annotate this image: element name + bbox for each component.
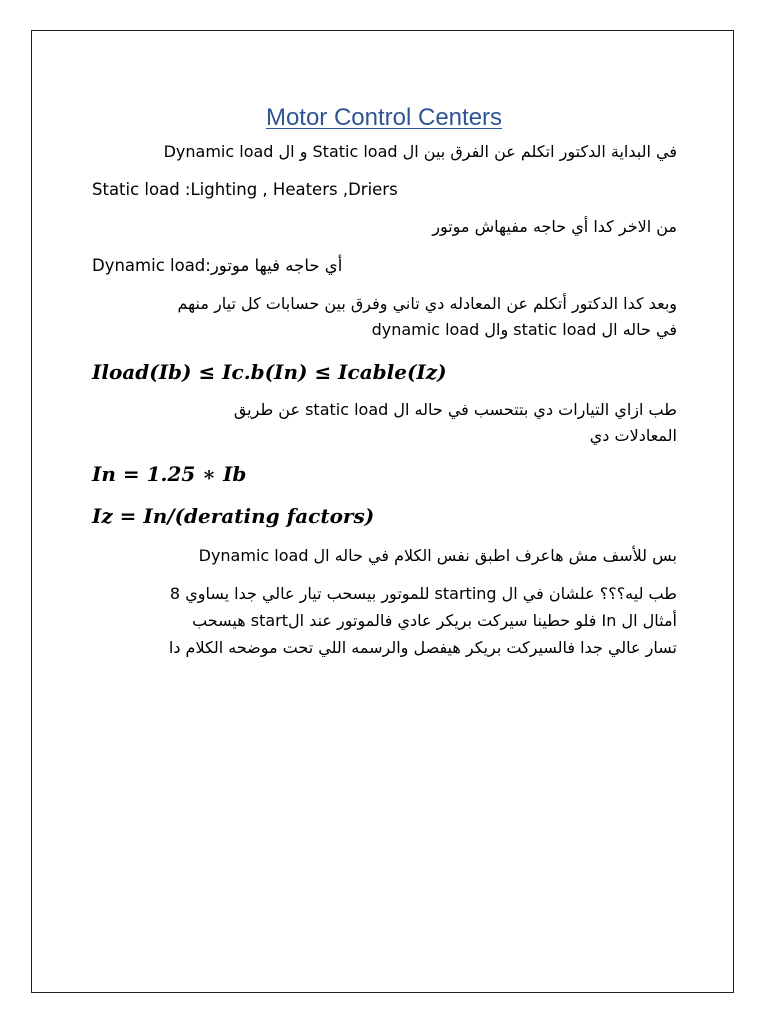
dynamic-load-definition: Dynamic load:أي حاجه فيها موتور (92, 256, 343, 275)
document-title: Motor Control Centers (265, 104, 503, 131)
equation-current-inequality: Iload(Ib) ≤ Ic.b(In) ≤ Icable(Iz) (92, 360, 447, 384)
static-load-examples: Static load :Lighting , Heaters ,Driers (92, 180, 398, 199)
paragraph-static-load-method-cont: المعادلات دي (589, 426, 677, 445)
paragraph-starting-current: طب ليه؟؟؟ علشان في ال starting للموتور بيسحب تيار عالي جدا يساوي 8 (169, 584, 677, 603)
paragraph-current-calculation-cont: في حاله ال static load وال dynamic load (371, 320, 677, 339)
equation-iz: Iz = In/(derating factors) (92, 504, 375, 528)
equation-in: In = 1.25 ∗ Ib (92, 462, 247, 486)
paragraph-dynamic-load-note: بس للأسف مش هاعرف اطبق نفس الكلام في حاله ال Dynamic load (198, 546, 677, 565)
paragraph-starting-current-cont-1: أمثال ال In فلو حطينا سيركت بريكر عادي فالموتور عند الstart هيسحب (192, 611, 677, 630)
paragraph-static-dynamic-intro: في البداية الدكتور اتكلم عن الفرق بين ال Static load و ال Dynamic load (163, 142, 677, 161)
paragraph-current-calculation: وبعد كدا الدكتور أتكلم عن المعادله دي تاني وفرق بين حسابات كل تيار منهم (177, 294, 677, 313)
static-load-definition: من الاخر كدا أي حاجه مفيهاش موتور (432, 217, 677, 236)
paragraph-starting-current-cont-2: تسار عالي جدا فالسيركت بريكر هيفصل والرسمه اللي تحت موضحه الكلام دا (168, 638, 677, 657)
paragraph-static-load-method: طب ازاي التيارات دي بتتحسب في حاله ال static load عن طريق (233, 400, 677, 419)
